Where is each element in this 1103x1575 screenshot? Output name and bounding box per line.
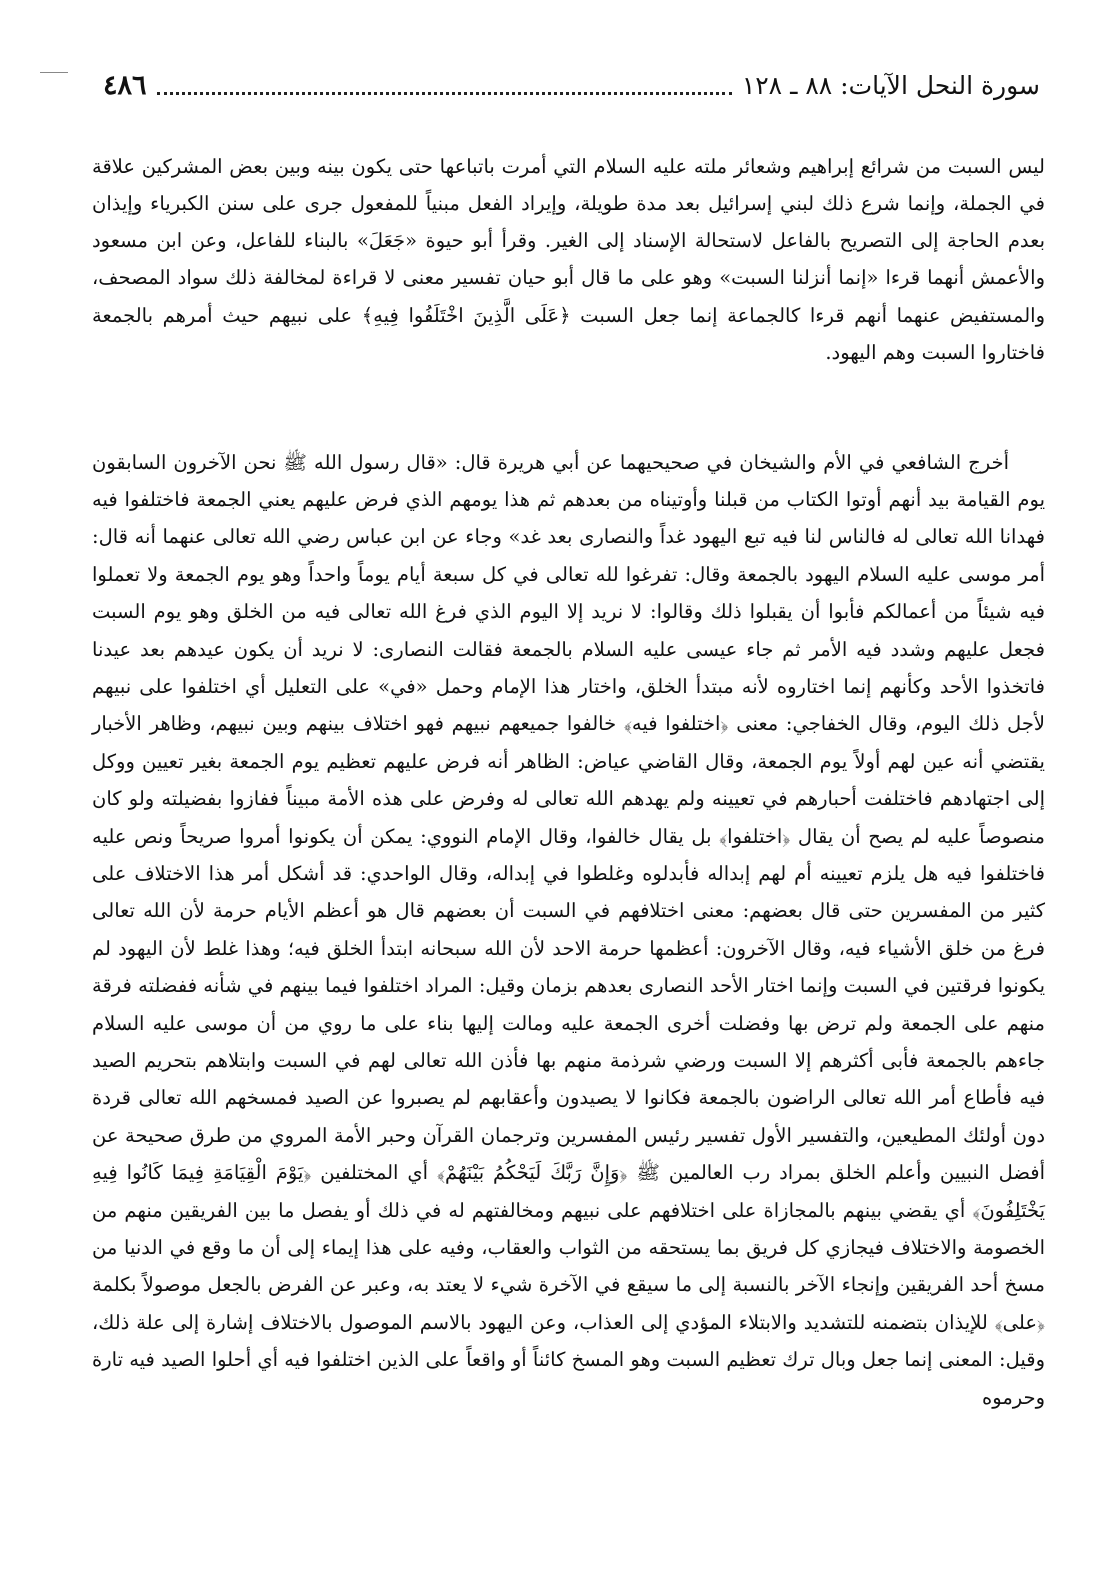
page-header xyxy=(95,66,1040,106)
margin-mark xyxy=(40,72,68,73)
header-leader-dots xyxy=(157,88,732,95)
page-number: ٤٨٦ xyxy=(103,70,147,101)
paragraph-2-text: أخرج الشافعي في الأم والشيخان في صحيحيهما عن أبي هريرة قال: «قال رسول الله ﷺ نحن الآخرون السابقون يوم القيامة بيد أنهم أوتوا الكتاب من قبلنا وأوتيناه من بعدهم ثم هذا يومهم الذي فرض عليهم يعني الجمعة فاختلفوا فيه فهدانا الله تعالى له فالناس لنا فيه تبع اليهود غداً والنصارى بعد غد» وجاء عن ابن عباس رضي الله تعالى عنهما أنه قال: أمر موسى عليه السلام اليهود بالجمعة وقال: تفرغوا لله تعالى في كل سبعة أيام يوماً واحداً وهو يوم الجمعة ولا تعملوا فيه شيئاً من أعمالكم فأبوا أن يقبلوا ذلك وقالوا: لا نريد إلا اليوم الذي فرغ الله تعالى فيه من الخلق وهو يوم السبت فجعل عليهم وشدد فيه الأمر ثم جاء عيسى عليه السلام بالجمعة فقالت النصارى: لا نريد أن يكون عيدهم بعد عيدنا فاتخذوا الأحد وكأنهم إنما اختاروه لأنه مبتدأ الخلق، واختار هذا الإمام وحمل «في» على التعليل أي اختلفوا على نبيهم لأجل ذلك اليوم، وقال الخفاجي: معنى ﴿اختلفوا فيه﴾ خالفوا جميعهم نبيهم فهو اختلاف بينهم وبين نبيهم، وظاهر الأخبار يقتضي أنه عين لهم أولاً يوم الجمعة، وقال القاضي عياض: الظاهر أنه فرض عليهم تعظيم يوم الجمعة بغير تعيين ووكل إلى اجتهادهم فاختلفت أحبارهم في تعيينه ولم يهدهم الله تعالى له وفرض على هذه الأمة مبيناً ففازوا بفضيلته ولو كان منصوصاً عليه لم يصح أن يقال ﴿اختلفوا﴾ بل يقال خالفوا، وقال الإمام النووي: يمكن أن يكونوا أمروا صريحاً ونص عليه فاختلفوا فيه هل يلزم تعيينه أم لهم إبداله فأبدلوه وغلطوا في إبداله، وقال الواحدي: قد أشكل أمر هذا الاختلاف على كثير من المفسرين حتى قال بعضهم: معنى اختلافهم في السبت أن بعضهم قال هو أعظم الأيام حرمة لأن الله تعالى فرغ من خلق الأشياء فيه، وقال الآخرون: أعظمها حرمة الاحد لأن الله سبحانه ابتدأ الخلق فيه؛ وهذا غلط لأن اليهود لم يكونوا فرقتين في السبت وإنما اختار الأحد النصارى بعدهم بزمان وقيل: المراد اختلفوا فيما بينهم في شأنه ففضلته فرقة منهم على الجمعة ولم ترض بها وفضلت أخرى الجمعة عليه ومالت إليها بناء على ما روي من أن موسى عليه السلام جاءهم بالجمعة فأبى أكثرهم إلا السبت ورضي شرذمة منهم بها فأذن الله تعالى لهم في السبت وابتلاهم بتحريم الصيد فيه فأطاع أمر الله تعالى الراضون بالجمعة فكانوا لا يصيدون وأعقابهم لم يصبروا عن الصيد فمسخهم الله تعالى قردة دون أولئك المطيعين، والتفسير الأول تفسير رئيس المفسرين وترجمان القرآن وحبر الأمة المروي من طرق صحيحة عن أفضل النبيين وأعلم الخلق بمراد رب العالمين ﷺ ﴿وَإِنَّ رَبَّكَ لَيَحْكُمُ بَيْنَهُمْ﴾ أي المختلفين ﴿يَوْمَ الْقِيَامَةِ فِيمَا كَانُوا فِيهِ يَخْتَلِفُونَ﴾ أي يقضي بينهم بالمجازاة على اختلافهم على نبيهم ومخالفتهم له في ذلك أو يفصل ما بين الفريقين منهم من الخصومة والاختلاف فيجازي كل فريق بما يستحقه من الثواب والعقاب، وفيه على هذا إيماء إلى أن ما وقع في الدنيا من مسخ أحد الفريقين وإنجاء الآخر بالنسبة إلى ما سيقع في الآخرة شيء لا يعتد به، وعبر عن الفرض بالجعل موصولاً بكلمة ﴿على﴾ للإيذان بتضمنه للتشديد والابتلاء المؤدي إلى العذاب، وعن اليهود بالاسم الموصول بالاختلاف إشارة إلى علة ذلك، وقيل: المعنى إنما جعل وبال ترك تعظيم السبت وهو المسخ كائناً أو واقعاً على الذين اختلفوا فيه أي أحلوا الصيد فيه تارة وحرموه xyxy=(92,450,1045,1409)
running-title: سورة النحل الآيات: ٨٨ ـ ١٢٨ xyxy=(741,71,1040,100)
body-paragraph-2 xyxy=(92,444,1045,1417)
body-paragraph-1 xyxy=(92,148,1045,372)
paragraph-1-text: ليس السبت من شرائع إبراهيم وشعائر ملته عليه السلام التي أمرت باتباعها حتى يكون بينه وبين بعض المشركين علاقة في الجملة، وإنما شرع ذلك لبني إسرائيل بعد مدة طويلة، وإيراد الفعل مبنياً للمفعول جرى على سنن الكبرياء وإيذان بعدم الحاجة إلى التصريح بالفاعل لاستحالة الإسناد إلى الغير. وقرأ أبو حيوة «جَعَلَ» بالبناء للفاعل، وعن ابن مسعود والأعمش أنهما قرءا «إنما أنزلنا السبت» وهو على ما قال أبو حيان تفسير معنى لا قراءة لمخالفة ذلك سواد المصحف، والمستفيض عنهما أنهم قرءا كالجماعة إنما جعل السبت ﴿عَلَى الَّذِينَ اخْتَلَفُوا فِيهِ﴾ على نبيهم حيث أمرهم بالجمعة فاختاروا السبت وهم اليهود. xyxy=(92,154,1045,364)
